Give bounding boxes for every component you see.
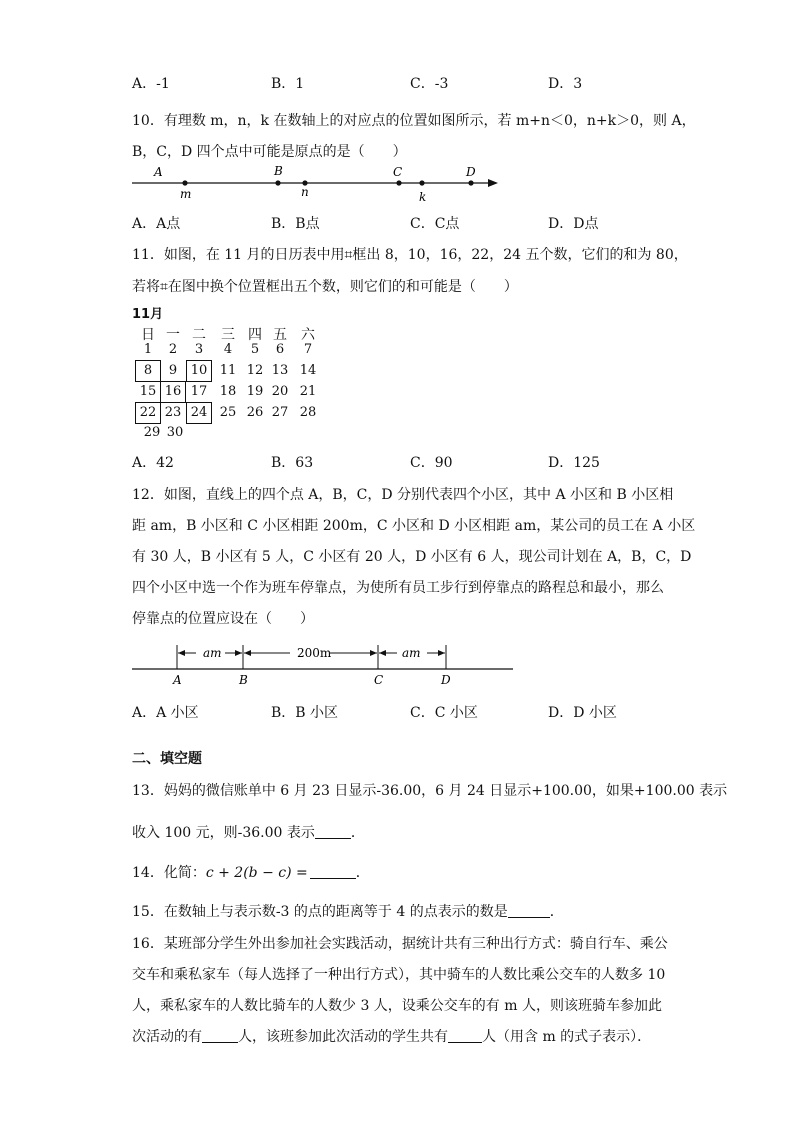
cal-day-boxed: 10 [187, 361, 211, 381]
q12-stem-line5: 停靠点的位置应设在（ ） [132, 611, 314, 627]
q10-option-c[interactable]: C．C点 [410, 216, 460, 232]
q16-stem-line2: 交车和乘私家车（每人选择了一种出行方式），其中骑车的人数比乘公交车的人数多 10 [132, 967, 666, 983]
q16-text-a: 次活动的有 [132, 1029, 202, 1045]
q16-answer-blank-2[interactable] [448, 1028, 482, 1043]
q16-stem-line1: 16．某班部分学生外出参加社会实践活动，据统计共有三种出行方式：骑自行车、乘公 [132, 936, 668, 952]
label-a: A [154, 165, 163, 179]
cal-day: 25 [219, 405, 237, 420]
label-n: n [301, 185, 309, 199]
segment-ab-label: am [203, 646, 222, 660]
axis-arrow [488, 179, 498, 187]
point-c [396, 180, 401, 185]
cal-day: 11 [219, 363, 237, 378]
q13-period: ． [350, 825, 365, 841]
q11-options [132, 452, 672, 472]
cal-day: 1 [143, 342, 153, 357]
cal-day: 5 [250, 342, 260, 357]
q12-option-c[interactable]: C．C 小区 [410, 705, 478, 721]
q13-stem-line1: 13．妈妈的微信账单中 6 月 23 日显示-36.00，6 月 24 日显示+100.00，如果+100.00 表示 [132, 783, 728, 799]
cal-day: 13 [271, 363, 289, 378]
q11-option-a[interactable]: A．42 [132, 455, 174, 471]
point-b [275, 180, 280, 185]
q16-stem-line3: 人，乘私家车的人数比骑车的人数少 3 人，设乘公交车的有 m 人，则该班骑车参加此 [132, 998, 662, 1014]
point-label-a: A [173, 673, 182, 687]
q11-option-d[interactable]: D．125 [548, 455, 600, 471]
q11-option-b[interactable]: B．63 [271, 455, 314, 471]
q15-period: ． [549, 904, 564, 920]
cal-day: 14 [299, 363, 317, 378]
q13-stem-line2 [132, 822, 365, 842]
q12-option-d[interactable]: D．D 小区 [548, 705, 617, 721]
weekday-wed: 三 [221, 327, 235, 343]
q10-option-d[interactable]: D．D点 [548, 216, 599, 232]
cal-day-boxed: 24 [187, 403, 211, 423]
cal-day-boxed: 22 [136, 403, 160, 423]
cal-day: 29 [143, 425, 161, 440]
point-m [182, 180, 187, 185]
q14-expression: c + 2(b − c) = [205, 865, 308, 881]
cal-day: 19 [246, 384, 264, 399]
cal-day: 4 [223, 342, 233, 357]
label-m: m [180, 187, 192, 201]
label-k: k [419, 190, 427, 204]
q13-text: 收入 100 元，则-36.00 表示 [132, 825, 315, 841]
q13-answer-blank[interactable] [315, 824, 351, 839]
weekday-sun: 日 [141, 327, 155, 343]
weekday-fri: 五 [273, 327, 287, 343]
q14-stem [132, 862, 370, 882]
q16-text-b: 人，该班参加此次活动的学生共有 [238, 1029, 448, 1045]
cal-day: 30 [166, 425, 184, 440]
q12-option-b[interactable]: B．B 小区 [271, 705, 339, 721]
cal-day: 26 [246, 405, 264, 420]
q9-option-a[interactable]: A．-1 [132, 76, 170, 92]
point-label-c: C [374, 673, 384, 687]
q12-stem-line3: 有 30 人，B 小区有 5 人，C 小区有 20 人，D 小区有 6 人，现公司计划在 A，B，C，D [132, 549, 692, 565]
q15-stem [132, 901, 564, 921]
q11-stem-line1: 11．如图，在 11 月的日历表中用⌗框出 8，10，16，22，24 五个数，它们的和为 80， [132, 247, 688, 263]
point-d [468, 180, 473, 185]
q9-option-c[interactable]: C．-3 [410, 76, 449, 92]
q14-text: 14．化简： [132, 865, 206, 881]
calendar [136, 322, 326, 442]
q15-text: 15．在数轴上与表示数-3 的点的距离等于 4 的点表示的数是 [132, 904, 508, 920]
q12-stem-line4: 四个小区中选一个作为班车停靠点，为使所有员工步行到停靠点的路程总和最小，那么 [132, 580, 664, 596]
cal-day: 18 [219, 384, 237, 399]
weekday-thu: 四 [248, 327, 262, 343]
weekday-mon: 一 [166, 327, 180, 343]
q16-answer-blank-1[interactable] [202, 1028, 238, 1043]
cal-day: 3 [194, 342, 204, 357]
q15-answer-blank[interactable] [508, 903, 550, 918]
cal-day: 6 [275, 342, 285, 357]
q9-option-b[interactable]: B．1 [271, 76, 305, 92]
q10-options [132, 213, 672, 233]
cal-day-boxed: 16 [161, 382, 185, 402]
cal-day: 23 [164, 405, 182, 420]
cal-day: 2 [168, 342, 178, 357]
cal-day-boxed: 8 [136, 361, 160, 381]
segment-cd-label: am [402, 646, 421, 660]
q12-options [132, 702, 672, 722]
q9-option-d[interactable]: D．3 [548, 76, 583, 92]
label-c: C [393, 165, 403, 179]
q12-stem-line1: 12．如图，直线上的四个点 A，B，C，D 分别代表四个小区，其中 A 小区和 B 小区相 [132, 487, 674, 503]
cal-day: 27 [271, 405, 289, 420]
q12-option-a[interactable]: A．A 小区 [132, 705, 199, 721]
point-label-d: D [441, 673, 451, 687]
q10-option-a[interactable]: A．A点 [132, 216, 181, 232]
weekday-tue: 二 [192, 327, 206, 343]
cal-day: 12 [246, 363, 264, 378]
segment-bc-label: 200m [297, 646, 332, 660]
point-label-b: B [239, 673, 248, 687]
cal-day: 20 [271, 384, 289, 399]
weekday-sat: 六 [301, 327, 315, 343]
q9-options [132, 73, 672, 93]
calendar-title: 11月 [132, 307, 164, 322]
q11-option-c[interactable]: C．90 [410, 455, 453, 471]
q11-stem-line2: 若将⌗在图中换个位置框出五个数，则它们的和可能是（ ） [132, 279, 518, 295]
q14-answer-blank[interactable] [310, 864, 356, 879]
q16-text-c: 人（用含 m 的式子表示）． [482, 1029, 652, 1045]
q10-number-line [130, 160, 500, 206]
q12-distance-diagram [130, 638, 520, 688]
cal-day: 21 [299, 384, 317, 399]
label-d: D [466, 165, 476, 179]
cal-day: 15 [139, 384, 157, 399]
q10-stem-line2: B，C，D 四个点中可能是原点的是（ ） [132, 144, 407, 160]
section-title-fill-in: 二、填空题 [132, 751, 202, 767]
cal-day: 28 [299, 405, 317, 420]
q16-stem-line4 [132, 1026, 651, 1046]
q14-period: ． [355, 865, 370, 881]
cal-day: 7 [303, 342, 313, 357]
cal-day: 17 [190, 384, 208, 399]
q10-stem-line1: 10．有理数 m，n，k 在数轴上的对应点的位置如图所示，若 m+n＜0，n+k＞0，则 A， [132, 113, 696, 129]
q12-stem-line2: 距 am，B 小区和 C 小区相距 200m，C 小区和 D 小区相距 am，某公司的员工在 A 小区 [132, 518, 696, 534]
label-b: B [274, 164, 283, 178]
cal-day: 9 [168, 363, 178, 378]
point-k [419, 180, 424, 185]
q10-option-b[interactable]: B．B点 [271, 216, 320, 232]
